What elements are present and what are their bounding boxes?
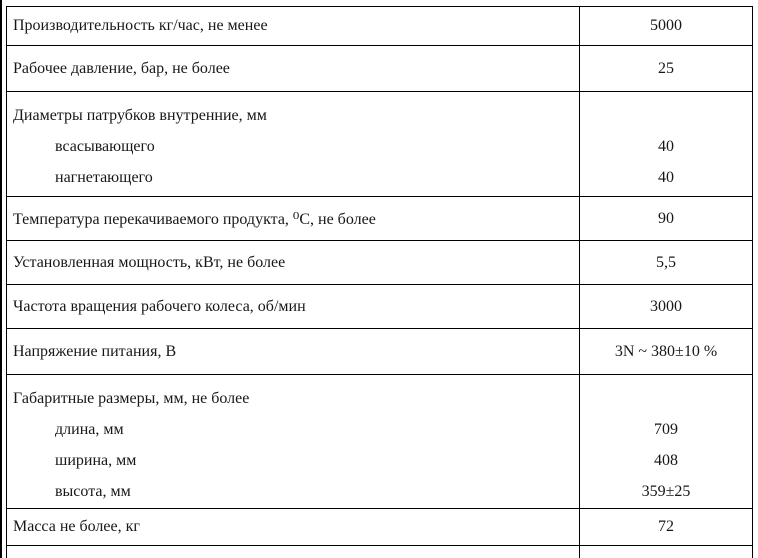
parameter-label: Диаметры патрубков внутренние, мм xyxy=(13,107,267,124)
parameter-label: Габаритные размеры, мм, не более xyxy=(13,390,250,407)
sub-parameter-label: высота, мм xyxy=(55,483,131,500)
cropped-document-edge-line xyxy=(0,0,2,558)
parameter-value: 5000 xyxy=(650,17,682,34)
sub-parameter-label: ширина, мм xyxy=(55,452,137,469)
table-row xyxy=(7,7,752,46)
parameter-label: Производительность кг/час, не менее xyxy=(13,17,268,34)
value-cell xyxy=(579,241,752,284)
parameter-label: Напряжение питания, В xyxy=(13,342,177,360)
parameter-cell xyxy=(7,546,579,558)
specifications-table xyxy=(6,6,753,558)
table-row xyxy=(7,329,752,375)
table-row xyxy=(7,46,752,92)
value-cell xyxy=(579,375,752,508)
table-row xyxy=(7,241,752,285)
parameter-label: Масса не более, кг xyxy=(13,518,140,535)
parameter-cell xyxy=(7,285,579,328)
value-cell xyxy=(579,546,752,558)
parameter-cell xyxy=(7,197,579,240)
value-cell xyxy=(579,197,752,240)
parameter-cell xyxy=(7,46,579,91)
value-cell xyxy=(579,285,752,328)
sub-parameter-value: 408 xyxy=(654,452,678,469)
sub-parameter-label: длина, мм xyxy=(55,421,124,438)
parameter-cell xyxy=(7,509,579,545)
sub-parameter-value: 709 xyxy=(654,421,678,438)
parameter-value xyxy=(580,383,752,414)
parameter-value: 72 xyxy=(658,518,674,535)
parameter-value: 5,5 xyxy=(656,253,676,271)
parameter-value: 3N ~ 380±10 % xyxy=(614,342,718,360)
parameter-value: 3000 xyxy=(650,297,682,315)
value-cell xyxy=(579,92,752,196)
sub-parameter-label: всасывающего xyxy=(55,138,155,155)
sub-parameter-value: 359±25 xyxy=(641,483,691,500)
parameter-cell xyxy=(7,7,579,45)
parameter-value: 90 xyxy=(658,209,674,227)
parameter-label: Рабочее давление, бар, не более xyxy=(13,59,230,77)
table-row xyxy=(7,285,752,329)
table-row xyxy=(7,509,752,546)
parameter-label: Установленная мощность, кВт, не более xyxy=(13,253,286,271)
value-cell xyxy=(579,509,752,545)
parameter-cell xyxy=(7,241,579,284)
table-row xyxy=(7,197,752,241)
parameter-cell xyxy=(7,92,579,196)
parameter-label: Частота вращения рабочего колеса, об/мин xyxy=(13,297,306,315)
value-cell xyxy=(579,46,752,91)
parameter-value xyxy=(580,100,752,131)
parameter-cell xyxy=(7,375,579,508)
table-row xyxy=(7,92,752,197)
table-row xyxy=(7,375,752,509)
sub-parameter-label: нагнетающего xyxy=(55,169,153,186)
value-cell xyxy=(579,7,752,45)
table-row-cropped xyxy=(7,546,752,558)
sub-parameter-value: 40 xyxy=(658,169,674,186)
sub-parameter-value: 40 xyxy=(658,138,674,155)
value-cell xyxy=(579,329,752,374)
parameter-value: 25 xyxy=(658,59,674,77)
parameter-cell xyxy=(7,329,579,374)
parameter-label: Температура перекачиваемого продукта, ⁰С, не более xyxy=(13,210,376,228)
